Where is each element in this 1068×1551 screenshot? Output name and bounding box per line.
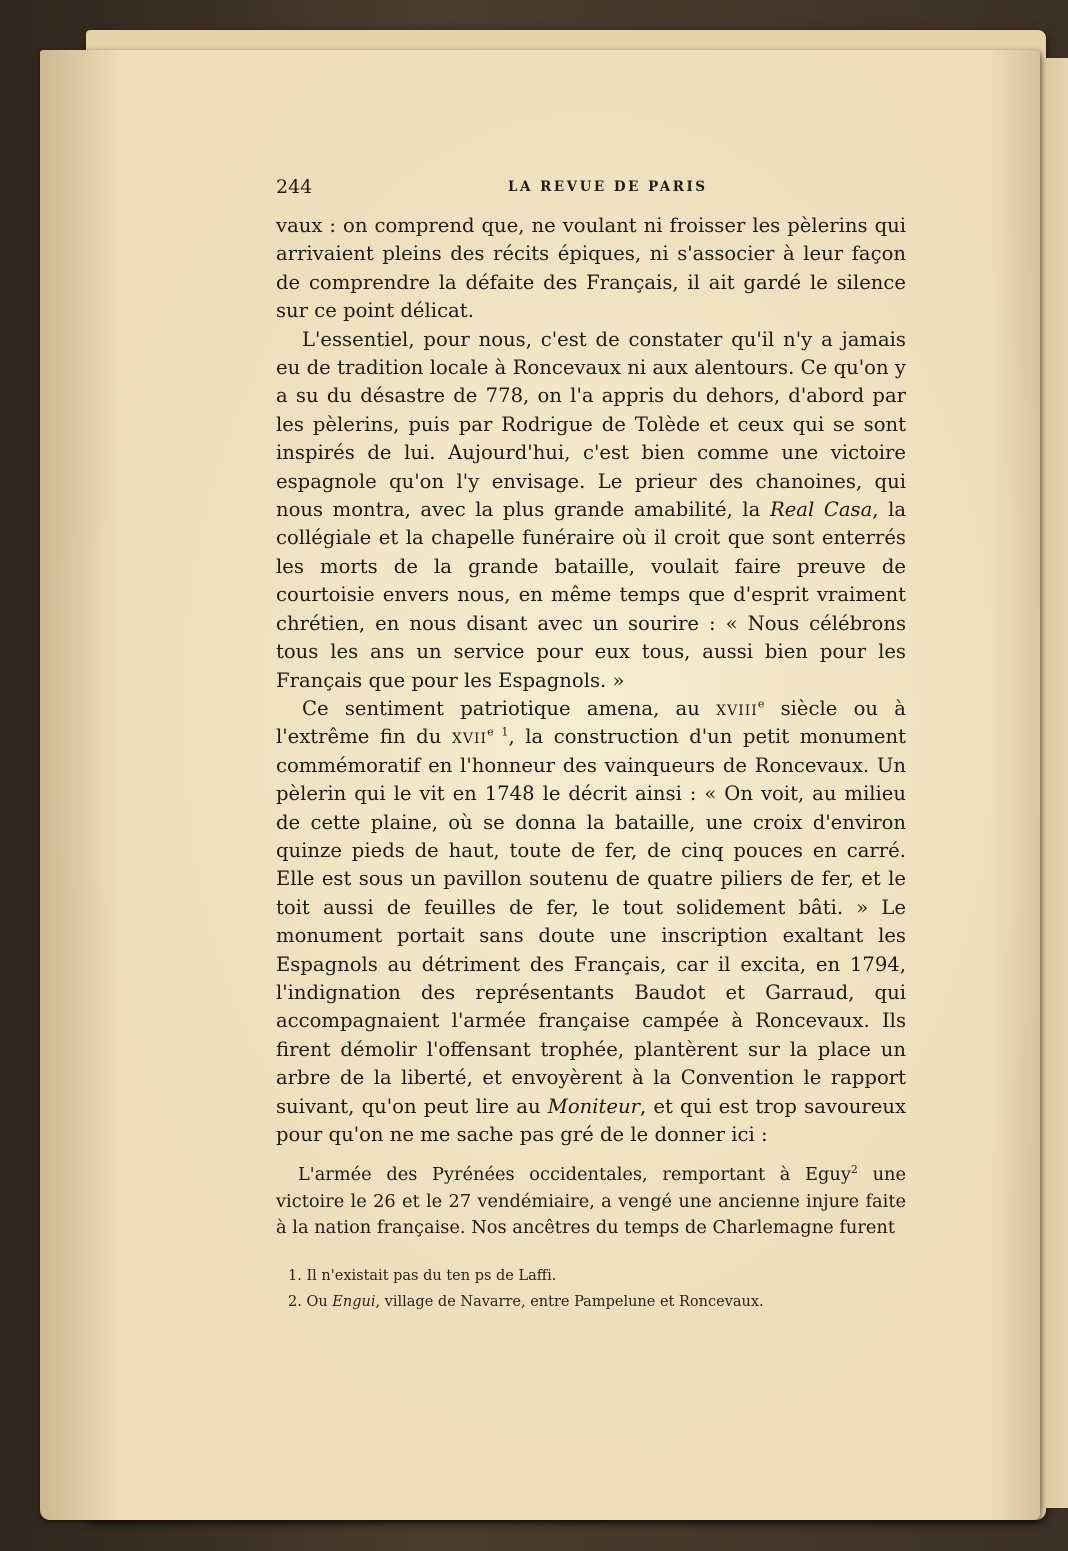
engui-italic: Engui [332, 1294, 376, 1310]
century-18-sup: e [757, 697, 765, 711]
footnote-2 [276, 1289, 906, 1315]
paragraph-3-text-b: siècle ou à l'extrême fin du [276, 696, 906, 749]
century-18: xviii [716, 696, 758, 720]
footnote-ref-2: 2 [850, 1163, 858, 1177]
footnote-2-text-b: , village de Navarre, entre Pampelune et Roncevaux. [375, 1294, 764, 1310]
paragraph-3-text-c: , la construction d'un petit monument commémoratif en l'honneur des vainqueurs de Roncevaux. Un pèlerin qui le vit en 1748 le décrit ainsi : « On voit, au milieu de cette plaine, où se donna la bataille, une croix d'environ quinze pieds de haut, toute de fer, de cinq pouces en carré. Elle est sous un pavillon soutenu de quatre piliers de fer, et le toit aussi de feuilles de fer, le tout solidement bâti. » Le monument portait sans doute une inscription exaltant les Espagnols au détriment des Français, car il excita, en 1794, l'indignation des représentants Baudot et Garraud, qui accompagnaient l'armée française campée à Roncevaux. Ils firent démolir l'offensant trophée, plantèrent sur la place un arbre de la liberté, et envoyèrent à la Convention le rapport suivant, qu'on peut lire au [276, 725, 906, 1118]
quote-text-b: une victoire le 26 et le 27 vendémiaire, a vengé une ancienne injure faite à la nation française. Nos ancêtres du temps de Charlemagne furent [276, 1164, 906, 1238]
paragraph-1: vaux : on comprend que, ne voulant ni froisser les pèlerins qui arrivaient pleins des récits épiques, ni s'associer à leur façon de comprendre la défaite des Français, il ait gardé le silence sur ce point délicat. [276, 214, 906, 323]
running-title: LA REVUE DE PARIS [508, 179, 708, 195]
century-17-sup: e 1 [487, 725, 509, 739]
paragraph-3-text-d: , et qui est trop savoureux pour qu'on ne me sache pas gré de le donner ici : [276, 1094, 906, 1146]
footnote-1: 1. Il n'existait pas du ten ps de Laffi. [288, 1268, 557, 1284]
paragraph-2-text-a: L'essentiel, pour nous, c'est de constater qu'il n'y a jamais eu de tradition locale à Roncevaux ni aux alentours. Ce qu'on y a su du désastre de 778, on l'a appris du dehors, d'abord par les pèlerins, puis par Rodrigue de Tolède et ceux qui se sont inspirés de lui. Aujourd'hui, c'est bien comme une victoire espagnole qu'on l'y envisage. Le prieur des chanoines, qui nous montra, avec la plus grande amabilité, la [276, 327, 906, 522]
page-header [276, 176, 906, 200]
paragraph-2 [276, 326, 906, 695]
footnotes [276, 1263, 906, 1315]
quote-text-a: L'armée des Pyrénées occidentales, remportant à Eguy [298, 1164, 851, 1185]
paragraph-2-text-b: , la collégiale et la chapelle funéraire où il croit que sont enterrés les morts de la grande bataille, voulait faire preuve de courtoisie envers nous, en même temps que d'esprit vraiment chrétien, en nous disant avec un sourire : « Nous célébrons tous les ans un service pour eux tous, aussi bien pour les Français que pour les Espagnols. » [276, 498, 907, 692]
page-number: 244 [276, 176, 313, 198]
footnote-2-text-a: 2. Ou [288, 1294, 333, 1310]
paragraph-3 [276, 695, 906, 1150]
moniteur-italic: Moniteur [547, 1094, 640, 1118]
main-text [276, 212, 906, 1149]
paragraph-3-text-a: Ce sentiment patriotique amena, au [302, 696, 717, 720]
quoted-report [276, 1162, 906, 1242]
century-17: xvii [451, 725, 488, 749]
real-casa-italic: Real Casa [769, 498, 873, 522]
quote-paragraph [276, 1162, 906, 1242]
